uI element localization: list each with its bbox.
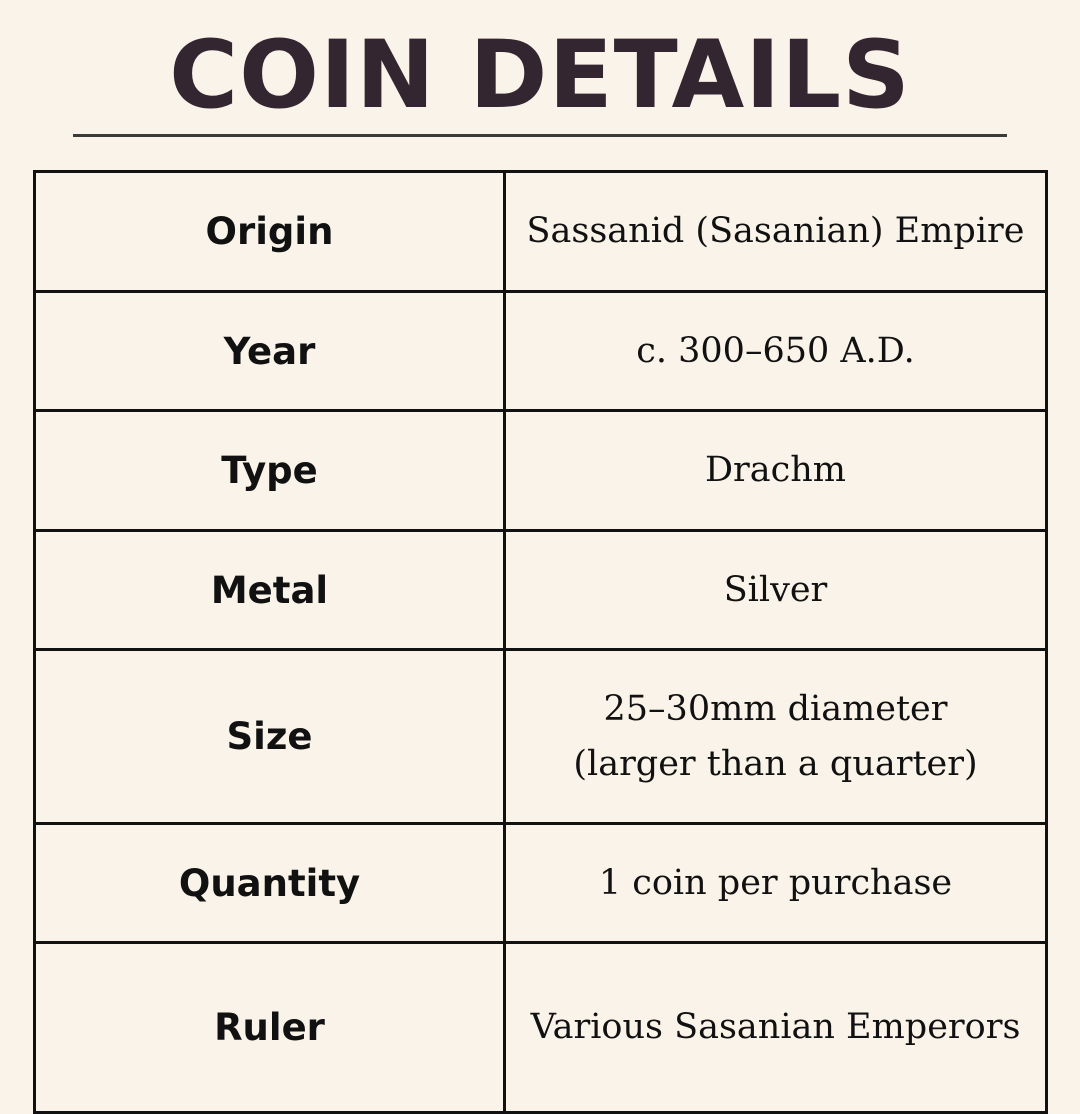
- table-row-metal: [35, 531, 1047, 650]
- coin-details-table: [33, 170, 1048, 1114]
- title-divider: [73, 134, 1007, 137]
- row-value-year: c. 300–650 A.D.: [505, 292, 1047, 411]
- row-value-metal: Silver: [505, 531, 1047, 650]
- table-row-year: [35, 292, 1047, 411]
- row-value-size: [505, 650, 1047, 824]
- row-label-metal: Metal: [35, 531, 505, 650]
- row-value-origin: Sassanid (Sasanian) Empire: [505, 172, 1047, 292]
- table-row-quantity: [35, 824, 1047, 943]
- row-label-size: Size: [35, 650, 505, 824]
- table-row-type: [35, 411, 1047, 531]
- row-value-ruler: Various Sasanian Emperors: [505, 943, 1047, 1113]
- row-value-size-line-1: 25–30mm diameter: [603, 688, 948, 729]
- table-row-ruler: [35, 943, 1047, 1113]
- row-label-origin: Origin: [35, 172, 505, 292]
- row-value-quantity: 1 coin per purchase: [505, 824, 1047, 943]
- row-label-ruler: Ruler: [35, 943, 505, 1113]
- row-value-type: Drachm: [505, 411, 1047, 531]
- page-title: COIN DETAILS: [169, 21, 911, 130]
- row-label-type: Type: [35, 411, 505, 531]
- table-row-size: [35, 650, 1047, 824]
- row-label-year: Year: [35, 292, 505, 411]
- row-value-size-line-2: (larger than a quarter): [573, 743, 978, 784]
- table-row-origin: [35, 172, 1047, 292]
- row-label-quantity: Quantity: [35, 824, 505, 943]
